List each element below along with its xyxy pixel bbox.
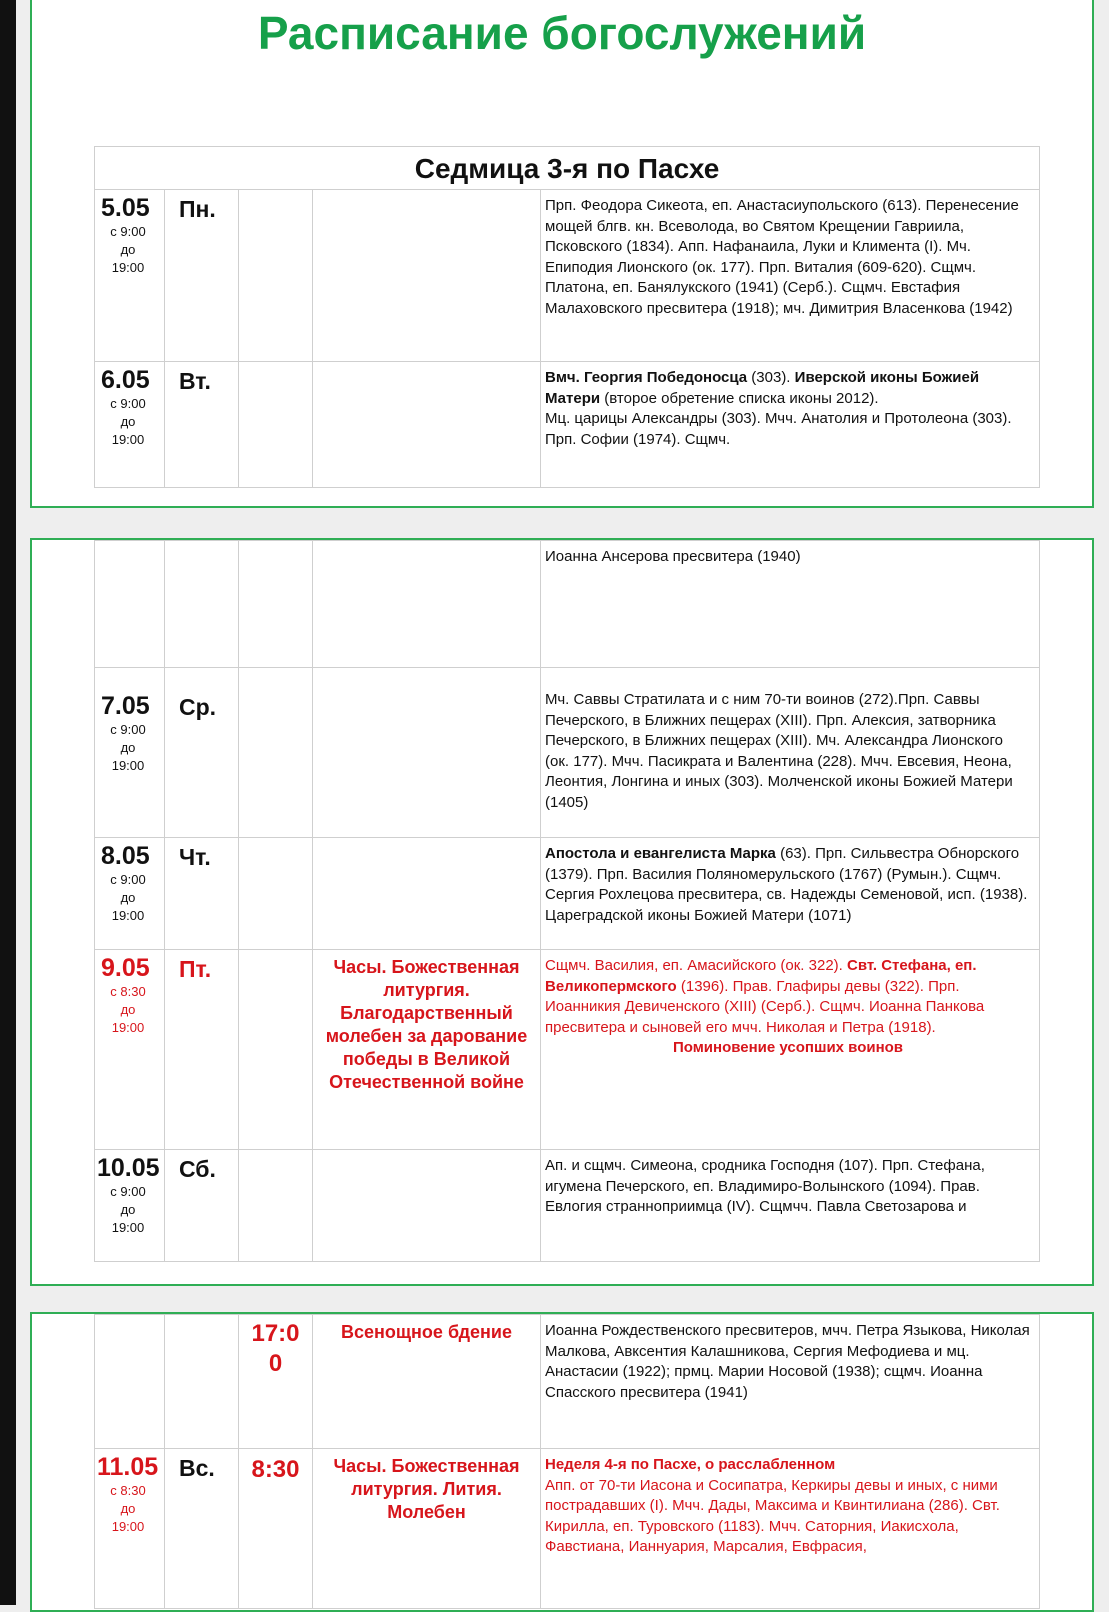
page-3 (30, 1312, 1094, 1612)
left-edge-bar (0, 0, 16, 1605)
day-of-week: Ср. (179, 694, 217, 720)
date: 9.05 (101, 954, 150, 982)
date-cell (95, 1150, 165, 1262)
time-cell (239, 362, 313, 488)
service-cell (313, 190, 541, 362)
day-of-week: Пн. (179, 196, 216, 222)
hours (95, 1482, 161, 1536)
hours (95, 1183, 161, 1237)
hours-to: 19:00 (111, 908, 145, 923)
service-name: Часы. Божественная литургия. Благодарственный молебен за дарование победы в Великой Отечественной войне (325, 957, 528, 1092)
time-cell (239, 1150, 313, 1262)
date-cell (95, 362, 165, 488)
hours-mid: до (120, 1501, 136, 1516)
table-row (95, 838, 1040, 950)
time-cell (239, 668, 313, 838)
saints-part: Мц. царицы Александры (303). Мчч. Анатолия и Протолеона (303). Прп. Софии (1974). Сщмч. (545, 410, 1012, 448)
week-heading: Седмица 3-я по Пасхе (95, 147, 1040, 190)
hours (95, 395, 161, 449)
time-cell (239, 190, 313, 362)
date: 11.05 (97, 1453, 159, 1481)
hours-from: с 9:00 (110, 872, 146, 887)
hours-from: с 8:30 (110, 1483, 146, 1498)
service-cell (313, 1150, 541, 1262)
saints-text: Ап. и сщмч. Симеона, сродника Господня (107). Прп. Стефана, игумена Печерского, еп. Владимиро-Волынского (1094). Прав. Евлогия странноприимца (IV). Сщмчч. Павла Светозарова и (545, 1157, 985, 1215)
saints-part: Сщмч. Василия, еп. Амасийского (ок. 322). (545, 957, 847, 974)
date-cell (95, 1449, 165, 1609)
hours-mid: до (120, 414, 136, 429)
date: 6.05 (101, 366, 150, 394)
table-row (95, 1315, 1040, 1449)
saints-bold: Иверской иконы Божией Матери (545, 369, 980, 407)
hours-from: с 8:30 (110, 984, 146, 999)
hours-from: с 9:00 (110, 224, 146, 239)
day-of-week: Вс. (179, 1455, 215, 1481)
hours-mid: до (120, 890, 136, 905)
schedule-table-3 (94, 1314, 1040, 1609)
table-row (95, 190, 1040, 362)
hours (95, 983, 161, 1037)
day-of-week: Сб. (179, 1156, 216, 1182)
date: 8.05 (101, 842, 150, 870)
schedule-table-2 (94, 540, 1040, 1262)
hours-to: 19:00 (111, 758, 145, 773)
date-cell (95, 838, 165, 950)
hours-from: с 9:00 (110, 1184, 146, 1199)
saints-text: Иоанна Рождественского пресвитеров, мчч. Петра Языкова, Николая Малкова, Авксентия Калашникова, Сергия Мефодиева и мц. Анастасии (1922); прмц. Марии Носовой (1938); сщмч. Иоанна Спасского пресвитера (1941) (545, 1322, 1030, 1401)
service-cell (313, 838, 541, 950)
day-of-week: Пт. (179, 956, 212, 982)
hours-to: 19:00 (111, 432, 145, 447)
saints-text (541, 950, 1039, 1063)
page-title: Расписание богослужений (257, 7, 867, 59)
schedule-table-1 (94, 146, 1040, 488)
hours-from: с 9:00 (110, 396, 146, 411)
date: 5.05 (101, 194, 150, 222)
hours (95, 223, 161, 277)
saints-bold: Свт. Стефана, еп. Великопермского (545, 957, 977, 995)
date: 10.05 (97, 1154, 160, 1182)
day-of-week: Чт. (179, 844, 211, 870)
service-cell (313, 362, 541, 488)
hours-to: 19:00 (111, 1220, 145, 1235)
table-row (95, 362, 1040, 488)
saints-text: Мч. Саввы Стратилата и с ним 70-ти воинов (272).Прп. Саввы Печерского, в Ближних пещерах (XIII). Прп. Алексия, затворника Печерского, в Ближних пещерах (XIII). Мч. Александра Лионского (ок. 177). Мчч. Пасикрата и Валентина (228). Мчч. Евсевия, Неона, Леонтия, Лонгина и иных (303). Молченской иконы Божией Матери (1405) (545, 691, 1013, 811)
hours-mid: до (120, 242, 136, 257)
saints-part: (63). Прп. Сильвестра Обнорского (1379). Прп. Василия Поляномерульского (1767) (Румын.). Сщмч. Сергия Рохлецова пресвитера, св. Надежды Семеновой, исп. (1938). Цареградской иконы Божией Матери (1071) (545, 845, 1028, 924)
hours-from: с 9:00 (110, 722, 146, 737)
page-1 (30, 0, 1094, 508)
hours (95, 721, 161, 775)
service-time: 17:00 (251, 1320, 300, 1377)
saints-bold: Вмч. Георгия Победоносца (545, 369, 748, 386)
day-of-week: Вт. (179, 368, 211, 394)
date-cell (95, 190, 165, 362)
saints-part: Апп. от 70-ти Иасона и Сосипатра, Керкиры девы и иных, с ними пострадавших (I). Мчч. Дады, Максима и Квинтилиана (286). Свт. Кирилла, еп. Туровского (1183). Мчч. Саторния, Иакисхола, Фавстиана, Ианнуария, Марсалия, Евфрасия, (545, 1476, 1000, 1555)
hours-to: 19:00 (111, 1519, 145, 1534)
date-cell (95, 668, 165, 838)
table-row (95, 1449, 1040, 1609)
date: 7.05 (101, 692, 150, 720)
hours-mid: до (120, 1202, 136, 1217)
service-name: Всенощное бдение (340, 1322, 512, 1342)
saints-part: (второе обретение списка иконы 2012). (600, 389, 879, 407)
saints-bold: Неделя 4-я по Пасхе, о расслабленном (545, 1456, 836, 1473)
page-2 (30, 538, 1094, 1286)
date-cell (95, 950, 165, 1150)
saints-text (541, 362, 1039, 454)
hours (95, 871, 161, 925)
table-row (95, 950, 1040, 1150)
saints-text: Иоанна Ансерова пресвитера (1940) (545, 548, 801, 565)
table-row (95, 541, 1040, 668)
hours-mid: до (120, 1002, 136, 1017)
service-time: 8:30 (251, 1456, 300, 1483)
table-row (95, 1150, 1040, 1262)
time-cell (239, 838, 313, 950)
hours-to: 19:00 (111, 1020, 145, 1035)
table-row (95, 668, 1040, 838)
saints-part: (303). (747, 369, 795, 386)
hours-mid: до (120, 740, 136, 755)
service-name: Часы. Божественная литургия. Лития. Молебен (333, 1456, 520, 1522)
saints-text (541, 838, 1039, 930)
saints-bold: Апостола и евангелиста Марка (545, 845, 776, 862)
saints-text (541, 1449, 1039, 1562)
service-cell (313, 668, 541, 838)
saints-part: (1396). Прав. Глафиры девы (322). Прп. Иоанникия Девиченского (XIII) (Серб.). Сщмч. Иоанна Панкова пресвитера и сыновей его мчч. Николая и Петра (1918). (545, 977, 985, 1036)
saints-text: Прп. Феодора Сикеота, еп. Анастасиупольского (613). Перенесение мощей блгв. кн. Всеволода, во Святом Крещении Гавриила, Псковского (1834). Апп. Нафанаила, Луки и Климента (I). Мч. Епиподия Лионского (ок. 177). Прп. Виталия (609-620). Сщмч. Платона, еп. Банялукского (1941) (Серб.). Сщмч. Евстафия Малаховского пресвитера (1918); мч. Димитрия Власенкова (1942) (545, 197, 1019, 317)
time-cell (239, 950, 313, 1150)
hours-to: 19:00 (111, 260, 145, 275)
commemoration-note: Поминовение усопших воинов (672, 1039, 904, 1056)
